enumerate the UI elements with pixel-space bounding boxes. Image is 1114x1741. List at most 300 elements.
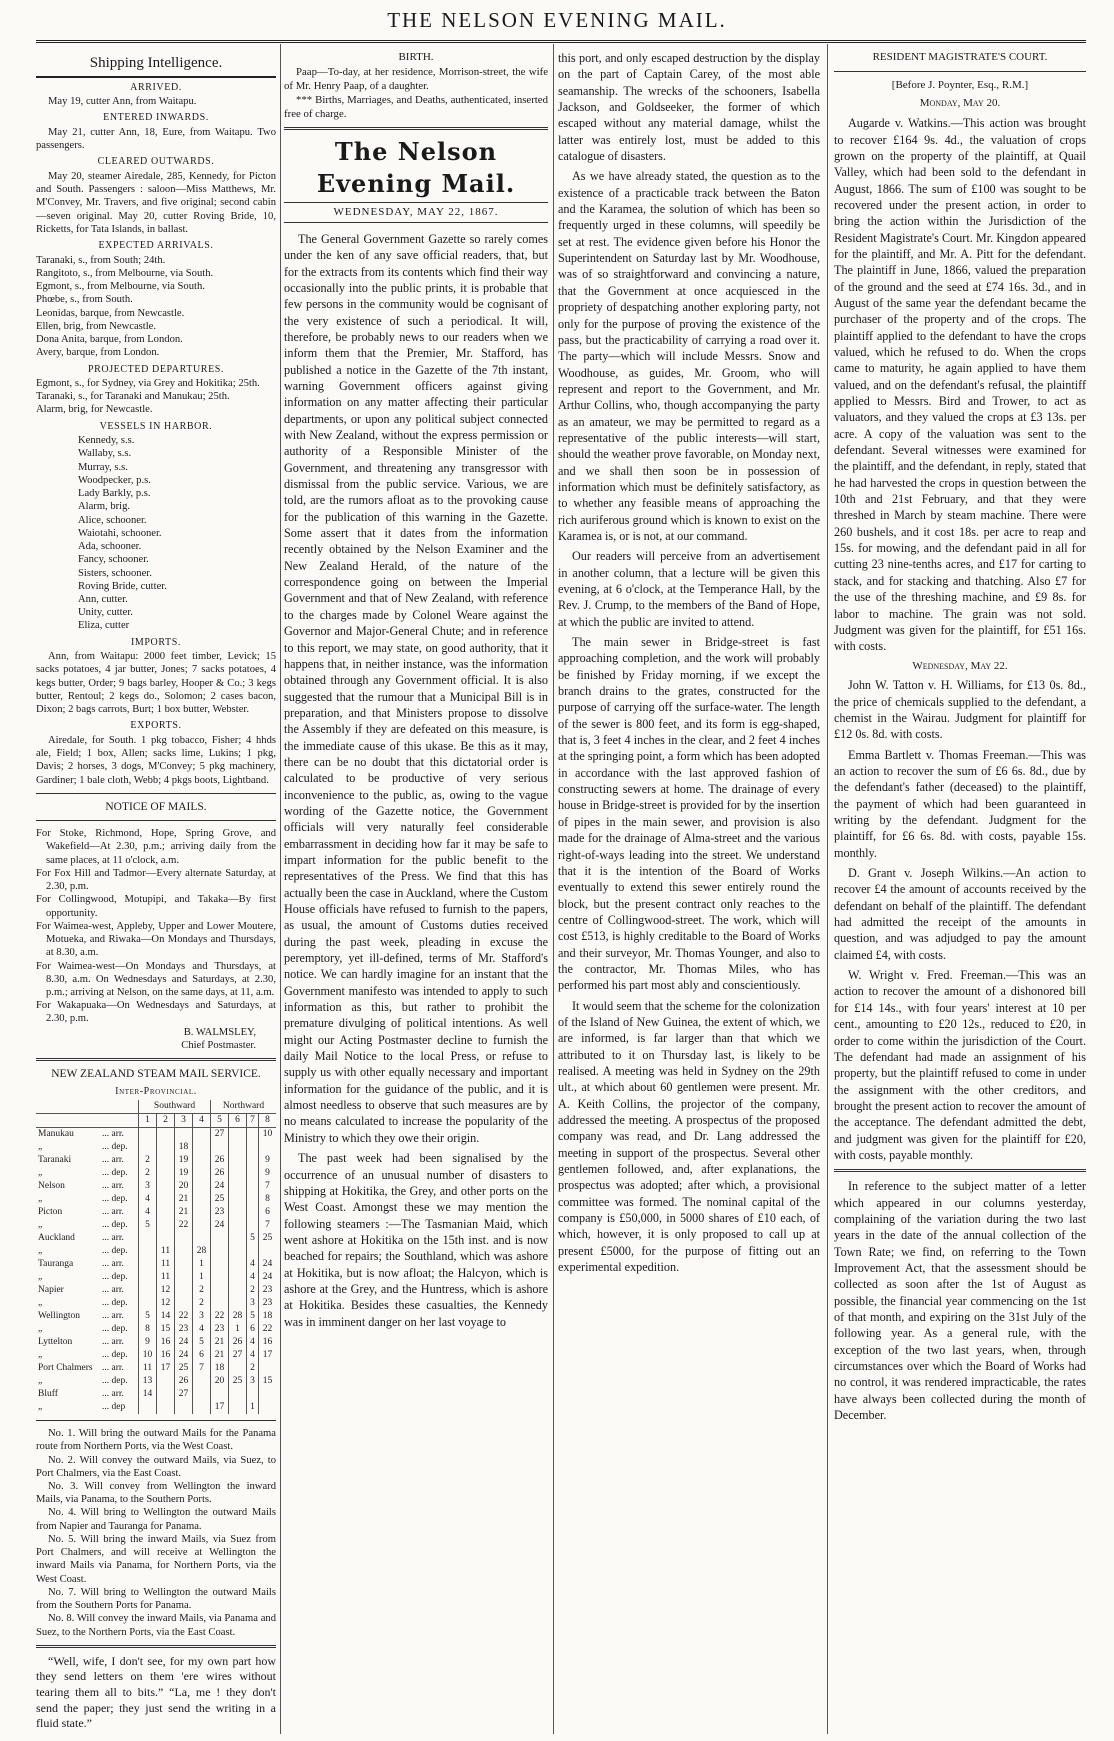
table-cell (193, 1206, 211, 1219)
table-cell: 20 (211, 1375, 229, 1388)
table-row (36, 1258, 276, 1271)
table-row (36, 1271, 276, 1284)
port-name: „ (38, 1349, 43, 1360)
table-row (36, 1362, 276, 1375)
birth-text: Paap—To-day, at her residence, Morrison-street, the wife of Mr. Henry Paap, of a daughter. (284, 65, 548, 92)
table-cell: 26 (175, 1375, 193, 1388)
arr-dep: ... dep. (102, 1167, 128, 1178)
column-rule-2 (553, 44, 554, 1734)
port-name: „ (38, 1297, 43, 1308)
table-cell: 8 (259, 1193, 276, 1206)
table-cell: 27 (211, 1128, 229, 1142)
table-cell (139, 1284, 157, 1297)
table-cell: 2 (247, 1362, 259, 1375)
list-item: Taranaki, s., from South; 24th. (36, 254, 166, 266)
arr-dep: ... dep. (102, 1141, 128, 1152)
port-name: Bluff (38, 1388, 58, 1399)
projected-list (36, 377, 276, 417)
table-cell: 6 (247, 1323, 259, 1336)
masthead: THE NELSON EVENING MAIL. (387, 8, 727, 32)
table-cell (211, 1141, 229, 1154)
table-cell: 13 (139, 1375, 157, 1388)
table-cell (157, 1219, 175, 1232)
arr-dep: ... arr. (102, 1336, 124, 1347)
rate-note: In reference to the subject matter of a letter which appeared in our columns yesterday, complaining of the variation during the two last years in the date of the annual collection of the Town Rate; we find, on referring to the Town Improvement Act, that the assessment should be collected as soon after the 1st of August as possible, the financial year commencing on the 1st of that month, and expiring on the 31st July of the following year. As a general rule, with the exception of the two last years, when, through circumstances over which the Board of Works had no control, it was rendered impracticable, the rates have always been collected during the month of December. (834, 1179, 1086, 1423)
divider (834, 71, 1086, 72)
list-item: Dona Anita, barque, from London. (36, 334, 183, 346)
table-cell: 23 (259, 1284, 276, 1297)
table-cell: 22 (259, 1323, 276, 1336)
table-cell (229, 1141, 247, 1154)
table-cell: 1 (229, 1323, 247, 1336)
table-cell (259, 1141, 276, 1154)
table-cell: 2 (193, 1297, 211, 1310)
table-cell: 20 (175, 1180, 193, 1193)
court-day-1: Monday, May 20. (919, 97, 1001, 110)
table-cell: 25 (175, 1362, 193, 1375)
table-cell (157, 1154, 175, 1167)
editorial-paragraph: The past week had been signalised by the occurrence of an unusual number of disasters to shipping at Hokitika, the Grey, and other ports on the West Coast. Amongst these we may mention the following steamers :—The Tasmanian Maid, which went ashore at Hokitika on the 15th inst. and is now beached for repairs; the Southland, which was ashore at Hokitika, but is now afloat; the Halcyon, which is ashore at the Grey, and the Huntress, which is ashore at Hokitika. Besides these casualties, the Kennedy was in imminent danger on her last voyage to (284, 1151, 548, 1329)
shipping-title: Shipping Intelligence. (36, 54, 276, 78)
table-cell: 21 (211, 1349, 229, 1362)
arrived-heading: ARRIVED. (130, 81, 182, 93)
table-row (36, 1219, 276, 1232)
news-paragraph: this port, and only escaped destruction by the display on the part of Captain Carey, of the most able seamanship. The wrecks of the schooners, Isabella Jackson, and Goldseeker, the former of which escaped without any material damage, whilst the latter was entirely lost, must be added to this catalogue of disasters. (558, 51, 820, 164)
port-name: Napier (38, 1284, 64, 1295)
court-case: Emma Bartlett v. Thomas Freeman.—This was an action to recover the sum of £6 6s. 8d., due by the defendant's father (deceased) to the plaintiff, the payment of which had been guaranteed in writing by the defendant. Judgment for the plaintiff, for £6 6s. 8d. with costs, payable 15s. monthly. (834, 747, 1086, 860)
table-cell: 2 (139, 1154, 157, 1167)
column-number: 4 (193, 1114, 211, 1128)
table-cell (229, 1401, 247, 1414)
divider (36, 820, 276, 821)
port-name: „ (38, 1375, 43, 1386)
table-cell (259, 1362, 276, 1375)
divider (36, 1645, 276, 1648)
news-paragraph: As we have already stated, the question as to the existence of a practicable track between the Baton and the Karamea, the solution of which has been so frequently urged in these columns, will speedily be set at rest. The evidence given before his Honor the Superintendent on Saturday last by Mr. Woodhouse, was of so straightforward and convincing a nature, that the Government at once acquiesced in the propriety of despatching another exploring party, not only for the purpose of proving the existence of the pass, but the practicability of carrying a road over it. The party—which will include Messrs. Snow and Woodhouse, as guides, Mr. Groom, who will represent and report to the Government, and Mr. Arthur Collins, who, though accompanying the party as an amateur, we may be permitted to regard as a representative of the public interests—will start, should the weather prove favorable, on Monday next, and we shall then soon be in possession of information which must be definitely satisfactory, as to whether any feasible means of approaching the rich auriferous ground which is known to exist on the Karamea is, or is not, at our command. (558, 169, 820, 543)
arr-dep: ... arr. (102, 1388, 124, 1399)
column-number-row (36, 1114, 276, 1128)
table-cell: 9 (259, 1154, 276, 1167)
table-row (36, 1154, 276, 1167)
table-cell: 22 (175, 1310, 193, 1323)
list-item: Roving Bride, cutter. (78, 580, 167, 592)
expected-heading: EXPECTED ARRIVALS. (98, 240, 214, 252)
table-cell (157, 1193, 175, 1206)
table-cell (229, 1206, 247, 1219)
table-cell (229, 1271, 247, 1284)
table-cell: 4 (247, 1258, 259, 1271)
port-name: „ (38, 1167, 43, 1178)
table-cell (193, 1141, 211, 1154)
table-cell (211, 1284, 229, 1297)
table-cell (211, 1388, 229, 1401)
arr-dep: ... arr. (102, 1206, 124, 1217)
masthead-rule (36, 40, 1086, 43)
table-cell (175, 1258, 193, 1271)
table-cell (139, 1128, 157, 1142)
column-number: 1 (139, 1114, 157, 1128)
port-name: „ (38, 1401, 43, 1412)
exports-heading: EXPORTS. (130, 720, 182, 732)
arr-dep: ... dep. (102, 1375, 128, 1386)
entered-heading: ENTERED INWARDS. (103, 112, 209, 124)
port-name: „ (38, 1141, 43, 1152)
table-cell (139, 1232, 157, 1245)
steam-subtitle: Inter-Provincial. (115, 1085, 197, 1097)
table-cell: 10 (139, 1349, 157, 1362)
table-cell: 4 (193, 1323, 211, 1336)
table-cell: 17 (211, 1401, 229, 1414)
column-number: 6 (229, 1114, 247, 1128)
exports-text: Airedale, for South. 1 pkg tobacco, Fisher; 4 hhds ale, Field; 1 box, Allen; sacks lime, Lukins; 1 pkg, Davis; 2 horses, 3 dogs, M'Convey; 5 pkg machinery, Gardiner; 1 bale cloth, Webb; 4 pkgs boots, Lightband. (36, 734, 276, 786)
arr-dep: ... arr. (102, 1180, 124, 1191)
table-cell (259, 1245, 276, 1258)
table-row (36, 1375, 276, 1388)
table-cell: 7 (193, 1362, 211, 1375)
table-cell (229, 1193, 247, 1206)
table-cell: 19 (175, 1167, 193, 1180)
list-item: For Collingwood, Motupipi, and Takaka—By first opportunity. (36, 894, 276, 919)
arr-dep: ... arr. (102, 1128, 124, 1139)
table-row (36, 1232, 276, 1245)
paper-date: WEDNESDAY, MAY 22, 1867. (284, 202, 548, 223)
list-item: Fancy, schooner. (78, 554, 149, 566)
port-name: „ (38, 1323, 43, 1334)
table-row (36, 1401, 276, 1414)
table-cell: 15 (259, 1375, 276, 1388)
table-cell (211, 1297, 229, 1310)
table-cell: 24 (259, 1258, 276, 1271)
table-cell: 23 (175, 1323, 193, 1336)
table-cell (193, 1193, 211, 1206)
column-1 (36, 50, 276, 1732)
port-name: Nelson (38, 1180, 65, 1191)
table-cell (193, 1180, 211, 1193)
list-item: Taranaki, s., for Taranaki and Manukau; 25th. (36, 391, 230, 403)
table-cell: 2 (247, 1284, 259, 1297)
table-cell: 24 (211, 1219, 229, 1232)
table-cell: 27 (229, 1349, 247, 1362)
editorial-paragraph: The General Government Gazette so rarely comes under the ken of any save official readers, that, but for the extracts from its contents which find their way occasionally into the public prints, it is probable that few persons in the community would be cognisant of the very existence of such a periodical. It will, therefore, be probably news to our readers when we inform them that the Premier, Mr. Stafford, has published a notice in the Gazette of the 7th instant, warning Government officers against giving information on any matter affecting their particular departments, or upon any political subject connected with New Zealand, without the express permission or authority of a Responsible Minister of the Government, and threatening any transgressor with dismissal from the public service. Various, we are told, are the rumors afloat as to the provoking cause for the publication of this warning in the Gazette. Some assert that it dates from the information recently obtained by the Nelson Examiner and the New Zealand Herald, of the nature of the correspondence going on between the Imperial Government and that of New Zealand, with reference to the charges made by Colonel Weare against the Governor and Major-General Chute; and in reference to this report, we may state, on good authority, that it happens that, in neither instance, was the information obtained through any Government official. It is also suggested that the rumour that a Municipal Bill is in preparation, and that Ministers propose to dissolve the Assembly if they are defeated on this measure, is the immediate cause of this ukase. Be this as it may, there can be no doubt that this dictatorial order is calculated to be productive of very serious inconvenience to the public, as, owing to the vague wording of the Gazette notice, the Government officials will very naturally feel considerable embarrassment in deciding how far it may be safe to impart information for the public benefit to the representatives of the Press. We find that this has actually been the case in Auckland, where the Custom House officials have refused to furnish to the papers, as usual, the amount of Customs duties received during the past week, pleading in excuse the peremptory, yet ill-defined, terms of Mr. Stafford's notice. We can hardly imagine for an instant that the Government manifesto was intended to apply to such information as this, but rather to prohibit the premature divulging of political intentions. As well might our Acting Postmaster decline to furnish the daily Mail Notice to the local Press, or refuse to supply us with other equally necessary and important information for the guidance of the public, and it is almost needless to observe that such measures are by no means calculated to increase the popularity of the Ministry to which they owe their origin. (284, 231, 548, 1145)
arr-dep: ... dep. (102, 1297, 128, 1308)
divider (834, 1169, 1086, 1172)
table-cell (193, 1375, 211, 1388)
table-cell (211, 1271, 229, 1284)
column-number: 5 (211, 1114, 229, 1128)
table-cell: 24 (175, 1349, 193, 1362)
timetable-body (36, 1128, 276, 1415)
table-cell: 18 (175, 1141, 193, 1154)
court-case: W. Wright v. Fred. Freeman.—This was an action to recover the amount of a dishonored bill for £14 14s., with four years' interest at 10 per cent., amounting to £20 12s., reduced to £20, in order to come within the jurisdiction of the Court. The defendant had made an assignment of his property, but the plaintiff refused to come in under the assignment with the other creditors, and brought the present action to recover the amount of the acceptance. The defendant admitted the debt, and judgment was given for the plaintiff for £20, with costs, payable monthly. (834, 968, 1086, 1162)
table-cell (175, 1297, 193, 1310)
port-name: Lyttelton (38, 1336, 73, 1347)
table-cell: 23 (211, 1206, 229, 1219)
list-item: For Wakapuaka—On Wednesdays and Saturdays, at 2.30, p.m. (36, 1000, 276, 1025)
list-item: No. 8. Will convey the inward Mails, via Panama and Suez, to the Northern Ports, via the East Coast. (36, 1613, 276, 1638)
list-item: Avery, barque, from London. (36, 347, 160, 359)
table-cell: 4 (247, 1349, 259, 1362)
table-cell (211, 1258, 229, 1271)
column-number: 8 (259, 1114, 276, 1128)
table-cell (247, 1219, 259, 1232)
port-name: Wellington (38, 1310, 80, 1321)
expected-list (36, 254, 276, 360)
table-cell: 1 (247, 1401, 259, 1414)
cleared-text: May 20, steamer Airedale, 285, Kennedy, for Picton and South. Passengers : saloon—Miss Matthews, Mr. M'Convey, Mr. Travers, and five original; second cabin—seven original. May 20, cutter Roving Bride, 10, Ricketts, for Tata Islands, in ballast. (36, 170, 276, 235)
table-cell (139, 1297, 157, 1310)
table-cell: 25 (211, 1193, 229, 1206)
court-case: Augarde v. Watkins.—This action was brought to recover £164 9s. 4d., the valuation of crops grown on the property of the plaintiff, at Quail Valley, which had been sold to the defendant in August, 1866. The sum of £100 was sought to be recovered under the present action, in order to bring the action within the Jurisdiction of the Resident Magistrate's Court. Mr. Kingdon appeared for the plaintiff, and Mr. A. Pitt for the defendant. The plaintiff in June, 1866, valued the preparation of the ground and the seed at £74 16s. 3d., and in August of the same year the defendant became the purchaser of the property and of the crops. The plaintiff applied to the defendant to have the crops valued, which he refused to do. When the crops came to maturity, he again applied to have them valued, and on the defendant's refusal, the plaintiff applied to Messrs. Bird and Trower, to act as valuators, and they valued the crops at £3 13s. per acre. A copy of the valuation was sent to the defendant. Several witnesses were examined for the plaintiff, and the defendant, in reply, stated that he had harvested the crops in question between the 10th and 21st February, and that they were threshed in March by steam machine. There were 260 bushels, and it cost 18s. per acre to reap and 15s. for mowing, and the defendant paid in all for cutting 23 nine-tenths acres, and £17 for carting to stack, and for stacking and thatching. Also £7 for the use of the threshing machine, and £9 8s. for labor to machine. The grain was not sold. Judgment was given for the plaintiff, for £51 16s. with costs. (834, 116, 1086, 654)
table-cell (229, 1284, 247, 1297)
table-cell (157, 1232, 175, 1245)
list-item: Ellen, brig, from Newcastle. (36, 320, 157, 332)
table-cell: 11 (157, 1245, 175, 1258)
table-cell: 26 (211, 1154, 229, 1167)
column-number: 2 (157, 1114, 175, 1128)
table-row (36, 1388, 276, 1401)
table-cell (247, 1388, 259, 1401)
table-cell (157, 1141, 175, 1154)
court-before: [Before J. Poynter, Esq., R.M.] (891, 78, 1029, 91)
table-cell: 24 (175, 1336, 193, 1349)
table-cell (157, 1401, 175, 1414)
table-cell: 9 (259, 1167, 276, 1180)
table-cell: 25 (229, 1375, 247, 1388)
table-cell: 11 (139, 1362, 157, 1375)
table-cell: 18 (259, 1310, 276, 1323)
table-cell: 11 (157, 1271, 175, 1284)
list-item: Alarm, brig, for Newcastle. (36, 404, 153, 416)
table-cell: 24 (259, 1271, 276, 1284)
list-item: Eliza, cutter (78, 620, 130, 632)
court-title: RESIDENT MAGISTRATE'S COURT. (872, 51, 1048, 63)
table-cell (139, 1245, 157, 1258)
table-cell (193, 1167, 211, 1180)
table-cell (247, 1128, 259, 1142)
table-cell (139, 1141, 157, 1154)
table-cell (247, 1245, 259, 1258)
table-cell: 23 (211, 1323, 229, 1336)
court-case: D. Grant v. Joseph Wilkins.—An action to recover £4 the amount of accounts received by the defendant on behalf of the plaintiff. The defendant had admitted the receipt of the amounts in question, and was adjudged to pay the amount claimed £4, with costs. (834, 866, 1086, 962)
table-cell: 12 (157, 1284, 175, 1297)
table-cell (229, 1245, 247, 1258)
table-row (36, 1167, 276, 1180)
port-name: Port Chalmers (38, 1362, 93, 1373)
court-case: John W. Tatton v. H. Williams, for £13 0s. 8d., the price of chemicals supplied to the defendant, a chemist in the Wairau. Judgment for plaintiff for £12 0s. 8d. with costs. (834, 678, 1086, 742)
list-item: Phœbe, s., from South. (36, 294, 133, 306)
table-cell: 6 (193, 1349, 211, 1362)
arr-dep: ... dep. (102, 1323, 128, 1334)
table-cell (193, 1219, 211, 1232)
table-cell: 6 (259, 1206, 276, 1219)
list-item: Egmont, s., for Sydney, via Grey and Hokitika; 25th. (36, 378, 260, 389)
list-item: No. 2. Will convey the outward Mails, via Suez, to Port Chalmers, via the East Coast. (36, 1454, 276, 1479)
mails-list (36, 827, 276, 1026)
table-cell: 4 (139, 1206, 157, 1219)
column-3 (558, 50, 820, 1279)
list-item: No. 5. Will bring the inward Mails, via Suez from Port Chalmers, and will receive at Wellington the inward Mails via Panama, for Northern Ports, via the West Coast. (36, 1533, 276, 1585)
postmaster-signature: B. WALMSLEY, (183, 1026, 256, 1038)
table-row (36, 1336, 276, 1349)
arr-dep: ... dep. (102, 1193, 128, 1204)
table-cell: 3 (139, 1180, 157, 1193)
list-item: Leonidas, barque, from Newcastle. (36, 307, 185, 319)
arr-dep: ... arr. (102, 1232, 124, 1243)
table-cell: 28 (229, 1310, 247, 1323)
table-cell (229, 1362, 247, 1375)
table-cell: 4 (247, 1336, 259, 1349)
birth-note: *** Births, Marriages, and Deaths, authenticated, inserted free of charge. (284, 93, 548, 120)
table-cell: 8 (139, 1323, 157, 1336)
list-item: Ann, cutter. (78, 594, 128, 606)
port-name: „ (38, 1271, 43, 1282)
table-cell (229, 1167, 247, 1180)
divider (36, 793, 276, 794)
table-cell: 25 (259, 1232, 276, 1245)
table-cell: 19 (175, 1154, 193, 1167)
table-cell: 4 (139, 1193, 157, 1206)
table-cell (175, 1401, 193, 1414)
table-cell (193, 1154, 211, 1167)
list-item: For Stoke, Richmond, Hope, Spring Grove, and Wakefield—At 2.30, p.m.; arriving daily from the same places, at 11 o'clock, a.m. (36, 828, 276, 866)
port-name: Taranaki (38, 1154, 72, 1165)
table-row (36, 1297, 276, 1310)
steam-notes (36, 1427, 276, 1639)
table-cell (193, 1388, 211, 1401)
list-item: Kennedy, s.s. (78, 435, 135, 447)
divider (284, 127, 548, 130)
list-item: No. 7. Will bring to Wellington the outward Mails from the Southern Ports for Panama. (36, 1586, 276, 1612)
column-rule-3 (827, 44, 828, 1734)
list-item: Wallaby, s.s. (78, 448, 132, 460)
column-2 (284, 50, 548, 1334)
table-cell (247, 1193, 259, 1206)
column-rule-1 (280, 44, 281, 1734)
mail-timetable (36, 1100, 276, 1414)
table-cell (193, 1232, 211, 1245)
table-cell: 17 (157, 1362, 175, 1375)
table-cell (175, 1128, 193, 1142)
vessels-list (36, 434, 276, 633)
table-cell: 26 (229, 1336, 247, 1349)
table-cell: 16 (157, 1349, 175, 1362)
list-item: For Waimea-west, Appleby, Upper and Lower Moutere, Motueka, and Riwaka—On Mondays and Thursdays, at 8.30, a.m. (36, 920, 276, 959)
table-row (36, 1349, 276, 1362)
table-cell: 21 (211, 1336, 229, 1349)
table-cell: 23 (259, 1297, 276, 1310)
imports-heading: IMPORTS. (130, 636, 182, 648)
column-4 (834, 50, 1086, 1427)
arrived-text: May 19, cutter Ann, from Waitapu. (48, 96, 197, 108)
table-cell: 21 (175, 1193, 193, 1206)
table-cell (229, 1154, 247, 1167)
table-cell (229, 1388, 247, 1401)
arr-dep: ... dep. (102, 1219, 128, 1230)
table-cell (193, 1128, 211, 1142)
table-cell: 28 (193, 1245, 211, 1258)
port-name: „ (38, 1193, 43, 1204)
divider (36, 1420, 276, 1421)
list-item: Lady Barkly, p.s. (78, 488, 151, 500)
court-day-2: Wednesday, May 22. (912, 659, 1008, 672)
list-item: Unity, cutter. (78, 607, 133, 619)
table-cell: 11 (157, 1258, 175, 1271)
table-cell: 4 (247, 1271, 259, 1284)
list-item: Woodpecker, p.s. (78, 474, 151, 486)
table-cell (175, 1271, 193, 1284)
table-row (36, 1193, 276, 1206)
table-row (36, 1245, 276, 1258)
table-cell: 22 (211, 1310, 229, 1323)
table-cell: 15 (157, 1323, 175, 1336)
table-row (36, 1310, 276, 1323)
table-row (36, 1284, 276, 1297)
table-cell: 7 (259, 1219, 276, 1232)
table-cell (175, 1245, 193, 1258)
table-cell: 12 (157, 1297, 175, 1310)
table-cell (229, 1258, 247, 1271)
arr-dep: ... arr. (102, 1258, 124, 1269)
table-cell (229, 1128, 247, 1142)
table-cell: 1 (193, 1271, 211, 1284)
table-cell: 10 (259, 1128, 276, 1142)
cleared-heading: CLEARED OUTWARDS. (97, 156, 215, 168)
news-paragraph: Our readers will perceive from an advertisement in another column, that a lecture will be given this evening, at 6 o'clock, at the Temperance Hall, by the Rev. J. Crump, to the members of the Band of Hope, at which the public are invited to attend. (558, 549, 820, 629)
table-cell (157, 1167, 175, 1180)
table-cell (157, 1375, 175, 1388)
table-cell (139, 1271, 157, 1284)
table-cell: 27 (175, 1388, 193, 1401)
birth-title: BIRTH. (398, 51, 434, 63)
table-cell (211, 1245, 229, 1258)
table-cell (211, 1232, 229, 1245)
southward-header: Southward (139, 1100, 211, 1114)
table-cell (229, 1219, 247, 1232)
list-item: Murray, s.s. (78, 461, 128, 473)
arr-dep: ... dep (102, 1401, 126, 1412)
table-cell (259, 1401, 276, 1414)
port-name: Manukau (38, 1128, 74, 1139)
table-cell (229, 1232, 247, 1245)
port-name: Tauranga (38, 1258, 74, 1269)
port-name: „ (38, 1245, 43, 1256)
list-item: No. 1. Will bring the outward Mails for the Panama route from Northern Ports, via the West Coast. (36, 1428, 276, 1453)
table-cell: 2 (193, 1284, 211, 1297)
table-cell: 9 (139, 1336, 157, 1349)
column-number: 7 (247, 1114, 259, 1128)
arr-dep: ... dep. (102, 1245, 128, 1256)
table-cell (175, 1284, 193, 1297)
table-cell (247, 1154, 259, 1167)
list-item: Alarm, brig. (78, 501, 131, 513)
table-cell (139, 1258, 157, 1271)
table-cell: 2 (139, 1167, 157, 1180)
table-row (36, 1323, 276, 1336)
table-row (36, 1128, 276, 1142)
divider (36, 1058, 276, 1061)
steam-title: NEW ZEALAND STEAM MAIL SERVICE. (51, 1068, 261, 1081)
table-cell: 3 (193, 1310, 211, 1323)
news-paragraph: The main sewer in Bridge-street is fast approaching completion, and the work will probably be finished by Friday morning, if we except the branch drains to the grates, constructed for the purpose of carrying off the surface-water. The length of the sewer is 800 feet, and its form is egg-shaped, that is, 3 feet 4 inches in the clear, and 2 feet 4 inches at the springing point, a form which has been adopted in accordance with the last approved fashion of constructing sewers at home. The drainage of every house in Bridge-street is provided for by the insertion of pipes in the main sewer, and provision is also made for the drainage of Alma-street and the various right-of-ways leading into the street. We understand that it is the intention of the Board of Works eventually to extend this sewer entirely round the block, but the present contract only reaches to the centre of Collingwood-street. The work, which will cost £513, is highly creditable to the Board of Works and their surveyor, Mr. Thomas Younger, and also to the contractor, Mr. Thomas Miles, who has performed his part most ably and conscientiously. (558, 635, 820, 993)
table-cell: 26 (211, 1167, 229, 1180)
table-cell (139, 1401, 157, 1414)
table-cell: 22 (175, 1219, 193, 1232)
table-cell: 3 (247, 1375, 259, 1388)
arr-dep: ... arr. (102, 1154, 124, 1165)
list-item: Waiotahi, schooner. (78, 527, 162, 539)
table-cell: 5 (139, 1219, 157, 1232)
table-cell (229, 1180, 247, 1193)
